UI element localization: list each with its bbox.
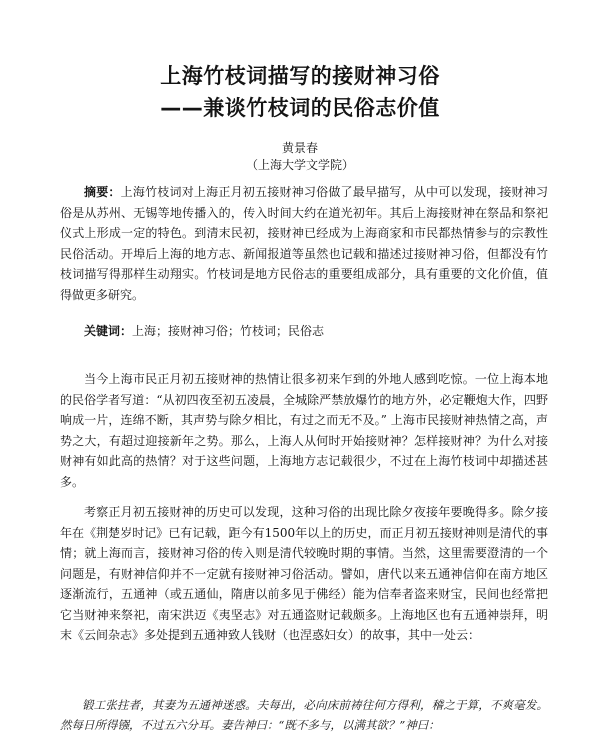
body-paragraph-2: 考察正月初五接财神的历史可以发现，这种习俗的出现比除夕夜接年要晚得多。除夕接年在《荆楚岁时记》已有记载，距今有1500年以上的历史，而正月初五接财神则是清代的事情；就上海而言，接财神习俗的传入则是清代较晚时期的事情。当然，这里需要澄清的一个问题是，有财神信仰并不一定就有接财神习俗活动。譬如，唐代以来五通神信仰在南方地区逐渐流行，五通神（或五通仙，隋唐以前多见于佛经）能为信奉者盗来财宝，民间也经常把它当财神来祭祀，南宋洪迈《夷坚志》对五通盗财记载颇多。上海地区也有五通神崇拜，明末《云间杂志》多处提到五通神致人钱财（也涅惑妇女）的故事，其中一处云：: [60, 505, 548, 642]
author-name: 黄景春: [281, 141, 318, 155]
author-affiliation: （上海大学文学院）: [245, 158, 354, 172]
keywords-text: 上海；接财神习俗；竹枝词；民俗志: [132, 324, 325, 338]
keywords: [60, 321, 548, 342]
abstract-label: 摘要：: [84, 185, 121, 199]
abstract: [60, 182, 548, 305]
keywords-label: 关键词：: [84, 324, 133, 338]
block-quote: 锻工张拄者，其妻为五通神迷惑。夫每出，必向床前祷往何方得利，稽之于算，不爽毫发。然每日所得镪，不过五六分耳。妻告神曰：“既不多与，以满其欲？”神曰：: [60, 698, 548, 732]
abstract-text: 上海竹枝词对上海正月初五接财神习俗做了最早描写，从中可以发现，接财神习俗是从苏州、无锡等地传播入的，传入时间大约在道光初年。其后上海接财神在祭品和祭祀仪式上形成一定的特色。到清末民初，接财神已经成为上海商家和市民都热情参与的宗教性民俗活动。开埠后上海的地方志、新闻报道等虽然也记载和描述过接财神习俗，但都没有竹枝词描写得那样生动翔实。竹枝词是地方民俗志的重要组成部分，具有重要的文化价值，值得做更多研究。: [60, 185, 548, 302]
title-line-2: ——兼谈竹枝词的民俗志价值: [160, 96, 440, 120]
title-line-1: 上海竹枝词描写的接财神习俗: [160, 64, 440, 88]
body-paragraph-1: 当今上海市民正月初五接财神的热情让很多初来乍到的外地人感到吃惊。一位上海本地的民俗学者写道：“从初四夜至初五凌晨，全城除严禁放爆竹的地方外，必定鞭炮大作，四野响成一片，连绵不断，其声势与除夕相比，有过之而无不及。” 上海市民接财神热情之高，声势之大，有超过迎接新年之势。那么，上海人从何时开始接财神？怎样接财神？为什么对接财神有如此高的热情？对于这些问题，上海地方志记载很少，不过在上海竹枝词中却描述甚多。: [60, 372, 548, 489]
